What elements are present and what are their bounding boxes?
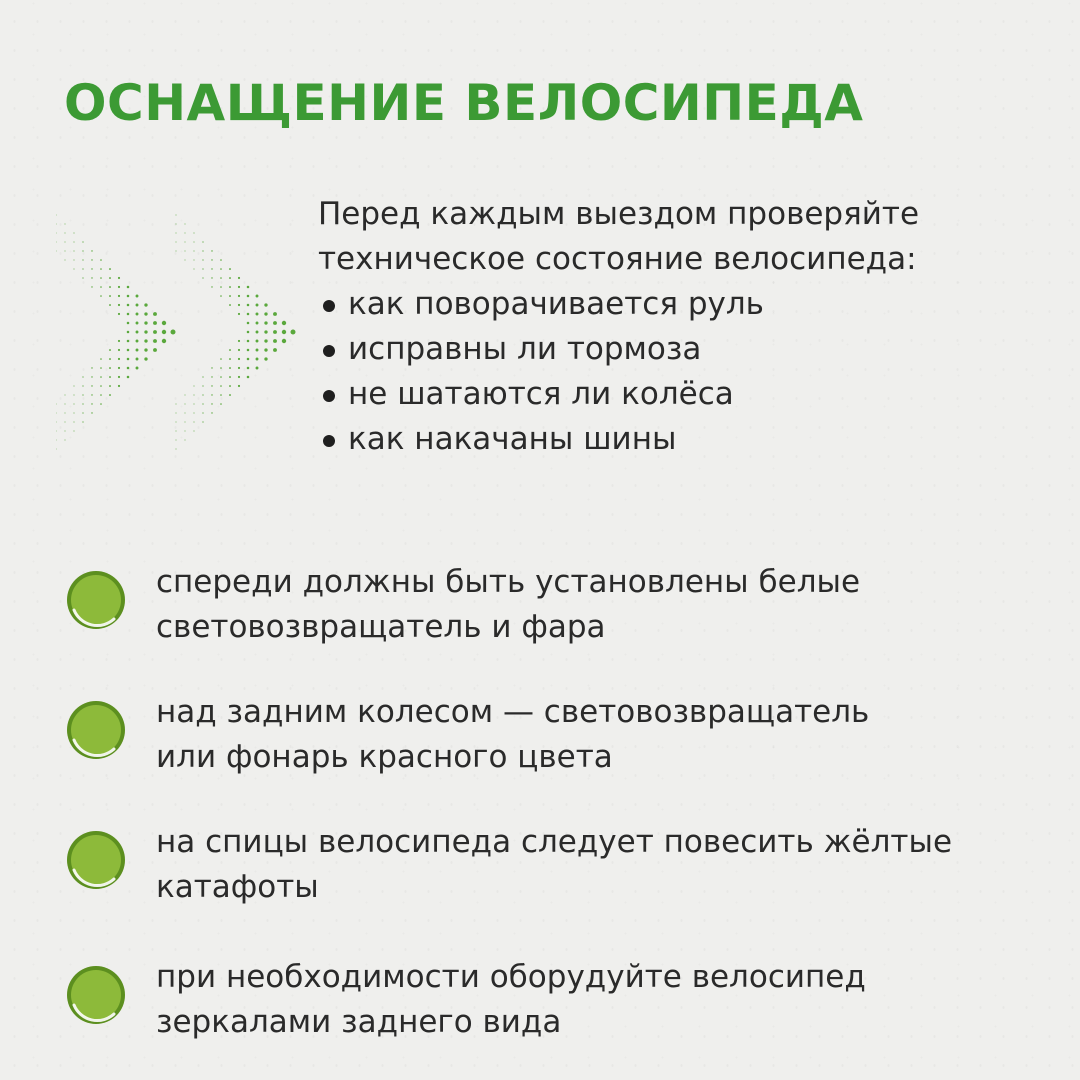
requirement-item-rear-light xyxy=(64,690,1024,800)
requirement-text xyxy=(156,560,1016,650)
requirement-item-mirrors xyxy=(64,955,1024,1065)
requirement-item-front-lights xyxy=(64,560,1024,670)
requirement-text xyxy=(156,955,1016,1045)
requirement-line: световозвращатель и фара xyxy=(156,609,606,645)
requirement-line: зеркалами заднего вида xyxy=(156,1004,562,1040)
checklist-item: как поворачивается руль xyxy=(318,282,1058,327)
page-title: ОСНАЩЕНИЕ ВЕЛОСИПЕДА xyxy=(64,74,864,132)
requirement-line: или фонарь красного цвета xyxy=(156,739,613,775)
requirement-line: при необходимости оборудуйте велосипед xyxy=(156,959,866,995)
green-circle-icon xyxy=(64,963,128,1027)
checklist xyxy=(318,282,1058,462)
requirement-item-spoke-reflectors xyxy=(64,820,1024,930)
requirement-line: над задним колесом — световозвращатель xyxy=(156,694,870,730)
checklist-item: исправны ли тормоза xyxy=(318,327,1058,372)
intro-lead-line-2: техническое состояние велосипеда: xyxy=(318,241,917,277)
green-circle-icon xyxy=(64,568,128,632)
requirement-text xyxy=(156,690,1016,780)
requirement-text xyxy=(156,820,1016,910)
green-circle-icon xyxy=(64,698,128,762)
requirement-line: спереди должны быть установлены белые xyxy=(156,564,861,600)
checklist-item: не шатаются ли колёса xyxy=(318,372,1058,417)
requirement-line: катафоты xyxy=(156,869,319,905)
intro-lead-line-1: Перед каждым выездом проверяйте xyxy=(318,196,920,232)
green-circle-icon xyxy=(64,828,128,892)
checklist-item: как накачаны шины xyxy=(318,417,1058,462)
double-chevron-right-icon xyxy=(56,200,306,460)
intro-block xyxy=(318,192,1058,462)
requirement-line: на спицы велосипеда следует повесить жёлтые xyxy=(156,824,953,860)
